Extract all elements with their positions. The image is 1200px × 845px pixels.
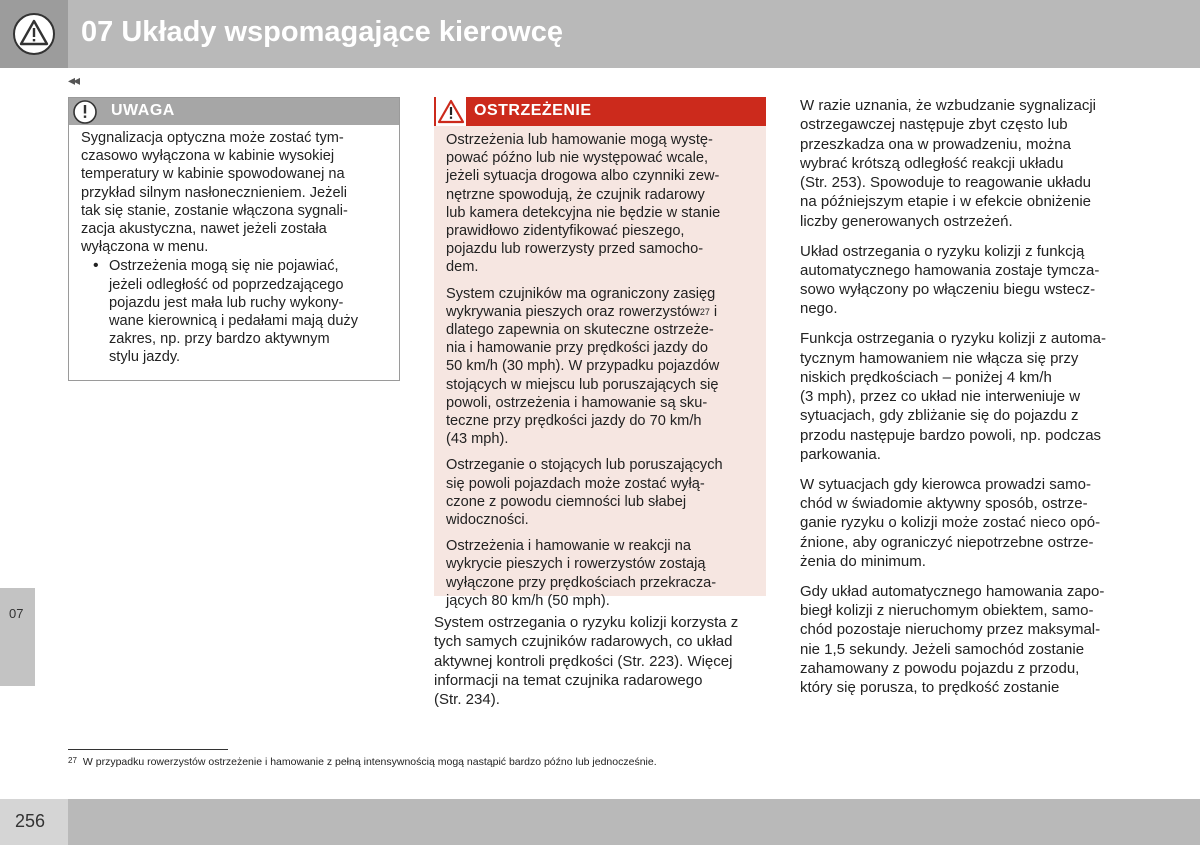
body-paragraph bbox=[434, 613, 766, 709]
list-item bbox=[81, 257, 389, 366]
text-line: Układ ostrzegania o ryzyku kolizji z funkcją bbox=[800, 242, 1085, 260]
text-line: • Ostrzeżenia mogą się nie pojawiać, bbox=[109, 258, 339, 275]
text-line: wyłączone przy prędkościach przekracza- bbox=[446, 574, 717, 591]
text-line: przykład silnym nasłonecznieniem. Jeżeli bbox=[81, 184, 348, 201]
note-paragraph bbox=[81, 129, 389, 256]
text-line: wane kierownicą i pedałami mają duży bbox=[109, 313, 359, 330]
chapter-title: 07 Układy wspomagające kierowcę bbox=[81, 16, 563, 48]
note-body bbox=[69, 125, 399, 367]
text-line: W razie uznania, że wzbudzanie sygnalizacji bbox=[800, 97, 1096, 114]
back-arrows-icon[interactable]: ◂◂ bbox=[68, 72, 79, 88]
note-header bbox=[69, 98, 399, 125]
text-line: biegł kolizji z nieruchomym obiektem, samo- bbox=[800, 602, 1094, 620]
text-line: sytuacjach, gdy zbliżanie się do pojazdu z bbox=[800, 407, 1079, 425]
text-line: pojazdu lub rowerzysty przed samocho- bbox=[446, 241, 704, 258]
text-line: chód pozostaje nieruchomy przez maksymal- bbox=[800, 621, 1101, 639]
text-line: System czujników ma ograniczony zasięg bbox=[446, 285, 716, 302]
text-line: zahamowany z powodu pojazdu z przodu, bbox=[800, 660, 1080, 678]
text-line: prawidłowo zidentyfikować pieszego, bbox=[446, 223, 685, 240]
body-paragraph bbox=[800, 475, 1145, 571]
text-line: lub kamera detekcyjna nie będzie w stanie bbox=[446, 204, 721, 221]
text-line: pować późno lub nie występować wcale, bbox=[446, 150, 709, 167]
text-line: jeżeli odległość od poprzedzającego bbox=[109, 276, 344, 293]
text-line: liczby generowanych ostrzeżeń. bbox=[800, 212, 1013, 230]
chapter-side-tab bbox=[0, 588, 35, 686]
note-bullet-list bbox=[81, 257, 389, 366]
warning-paragraph bbox=[446, 456, 756, 529]
text-line: niskich prędkościach – poniżej 4 km/h bbox=[800, 368, 1052, 386]
text-line: pojazdu jest mała lub ruchy wykony- bbox=[109, 294, 344, 311]
text-line: Funkcja ostrzegania o ryzyku kolizji z automa- bbox=[800, 330, 1106, 348]
text-line: System ostrzegania o ryzyku kolizji korzysta z bbox=[434, 614, 739, 631]
text-line: żenia do minimum. bbox=[800, 553, 926, 571]
text-line: wybrać krótszą odległość reakcji układu bbox=[800, 154, 1064, 172]
text-line: widoczności. bbox=[446, 512, 529, 529]
text-line: informacji na temat czujnika radarowego bbox=[434, 671, 703, 689]
warning-triangle-icon bbox=[12, 12, 56, 56]
text-line: aktywnej kontroli prędkości (Str. 223). Więcej bbox=[434, 652, 733, 670]
text-line: wyłączona w menu. bbox=[81, 239, 209, 256]
text-line: ganie ryzyku o kolizji może zostać nieco opó- bbox=[800, 514, 1101, 532]
footnote-number: 27 bbox=[68, 756, 77, 765]
body-paragraph bbox=[800, 96, 1145, 231]
text-line: się powoli pojazdach może zostać wyłą- bbox=[446, 475, 705, 492]
text-line: zacja akustyczna, nawet jeżeli została bbox=[81, 221, 327, 238]
warning-paragraph bbox=[446, 131, 756, 277]
body-paragraph bbox=[800, 582, 1145, 698]
warning-paragraph bbox=[446, 537, 756, 610]
footnote bbox=[68, 756, 868, 768]
text-line: dem. bbox=[446, 259, 479, 276]
text-line: stylu jazdy. bbox=[109, 349, 181, 366]
text-line: Ostrzeżenia i hamowanie w reakcji na bbox=[446, 538, 691, 555]
text-line: ostrzegawczej następuje zbyt często lub bbox=[800, 116, 1068, 134]
footnote-ref: 27 bbox=[699, 306, 710, 317]
warning-header bbox=[434, 97, 766, 126]
text-line: Sygnalizacja optyczna może zostać tym- bbox=[81, 130, 344, 146]
text-line: (Str. 253). Spowoduje to reagowanie układu bbox=[800, 174, 1092, 192]
footnote-divider bbox=[68, 749, 228, 750]
text-line: wykrycie pieszych i rowerzystów zostają bbox=[446, 556, 706, 573]
warning-body bbox=[434, 126, 766, 610]
body-paragraph bbox=[800, 329, 1145, 464]
text-line: Ostrzeżenia lub hamowanie mogą wystę- bbox=[446, 132, 713, 148]
chapter-icon-box bbox=[0, 0, 68, 68]
text-line: Gdy układ automatycznego hamowania zapo- bbox=[800, 582, 1105, 600]
page-number: 256 bbox=[15, 811, 46, 831]
text-line: chód w świadomie aktywny sposób, ostrze- bbox=[800, 495, 1088, 513]
text-line: jeżeli sytuacja drogowa albo czynniki zew- bbox=[446, 168, 720, 185]
warning-title: OSTRZEŻENIE bbox=[474, 102, 592, 119]
text-line: W sytuacjach gdy kierowca prowadzi samo- bbox=[800, 475, 1091, 493]
text-line: nie 1,5 sekundy. Jeżeli samochód zostanie bbox=[800, 640, 1085, 658]
text-line: przeszkadza ona w prowadzeniu, można bbox=[800, 135, 1071, 153]
text-line: automatycznego hamowania zostaje tymcza- bbox=[800, 261, 1100, 279]
body-paragraph bbox=[800, 242, 1145, 319]
footnote-text: W przypadku rowerzystów ostrzeżenie i hamowanie z pełną intensywnością mogą nastąpić bardzo późno lub jednocześnie. bbox=[82, 756, 657, 768]
text-line: nętrzne spowodują, że czujnik radarowy bbox=[446, 186, 705, 203]
text-line: temperatury w kabinie spowodowanej na bbox=[81, 166, 345, 183]
text-line: czone z powodu ciemności lub słabej bbox=[446, 493, 687, 510]
text-line: 50 km/h (30 mph). W przypadku pojazdów bbox=[446, 358, 720, 375]
text-line bbox=[446, 303, 756, 321]
text-line: nego. bbox=[800, 300, 838, 318]
text-line: (Str. 234). bbox=[434, 691, 500, 709]
text-line: zakres, np. przy bardzo aktywnym bbox=[109, 331, 330, 348]
text-line: dlatego zapewnia on skuteczne ostrzeże- bbox=[446, 322, 714, 339]
warning-box bbox=[434, 97, 766, 609]
text-line: powoli, ostrzeżenia i hamowanie są sku- bbox=[446, 394, 708, 411]
text-line: jących 80 km/h (50 mph). bbox=[446, 592, 610, 609]
warning-triangle-icon bbox=[436, 97, 466, 126]
text-line: teczne przy prędkości jazdy do 70 km/h bbox=[446, 413, 702, 430]
text-line: stojących w miejscu lub poruszających się bbox=[446, 376, 719, 393]
note-title: UWAGA bbox=[111, 102, 175, 119]
text-fragment: i bbox=[709, 303, 718, 320]
text-fragment: wykrywania pieszych oraz rowerzystów bbox=[446, 303, 700, 320]
right-column bbox=[800, 96, 1145, 708]
warning-paragraph bbox=[446, 285, 756, 449]
text-line: tycznym hamowaniem nie włącza się przy bbox=[800, 349, 1079, 367]
page-footer bbox=[0, 799, 1200, 845]
text-line: tych samych czujników radarowych, co układ bbox=[434, 633, 733, 651]
text-line: nia i hamowanie przy prędkości jazdy do bbox=[446, 340, 709, 357]
text-line: (43 mph). bbox=[446, 431, 509, 448]
text-line: Ostrzeganie o stojących lub poruszających bbox=[446, 457, 723, 474]
text-line: przodu następuje bardzo powoli, np. podczas bbox=[800, 426, 1102, 444]
text-line: czasowo wyłączona w kabinie wysokiej bbox=[81, 148, 335, 165]
text-line: tak się stanie, zostanie włączona sygnali- bbox=[81, 202, 348, 219]
note-box bbox=[68, 97, 400, 381]
text-line: sowo wyłączony po włączeniu biegu wstecz- bbox=[800, 281, 1096, 299]
info-icon bbox=[72, 99, 98, 125]
text-line: który się porusza, to prędkość zostanie bbox=[800, 679, 1060, 697]
chapter-side-tab-label: 07 bbox=[9, 606, 24, 621]
text-line: (3 mph), przez co układ nie interweniuje w bbox=[800, 388, 1081, 406]
text-line: parkowania. bbox=[800, 446, 881, 464]
text-line: na późniejszym etapie i w efekcie obniżenie bbox=[800, 193, 1091, 211]
text-line: źnione, aby ograniczyć niepotrzebne ostrze- bbox=[800, 533, 1094, 551]
